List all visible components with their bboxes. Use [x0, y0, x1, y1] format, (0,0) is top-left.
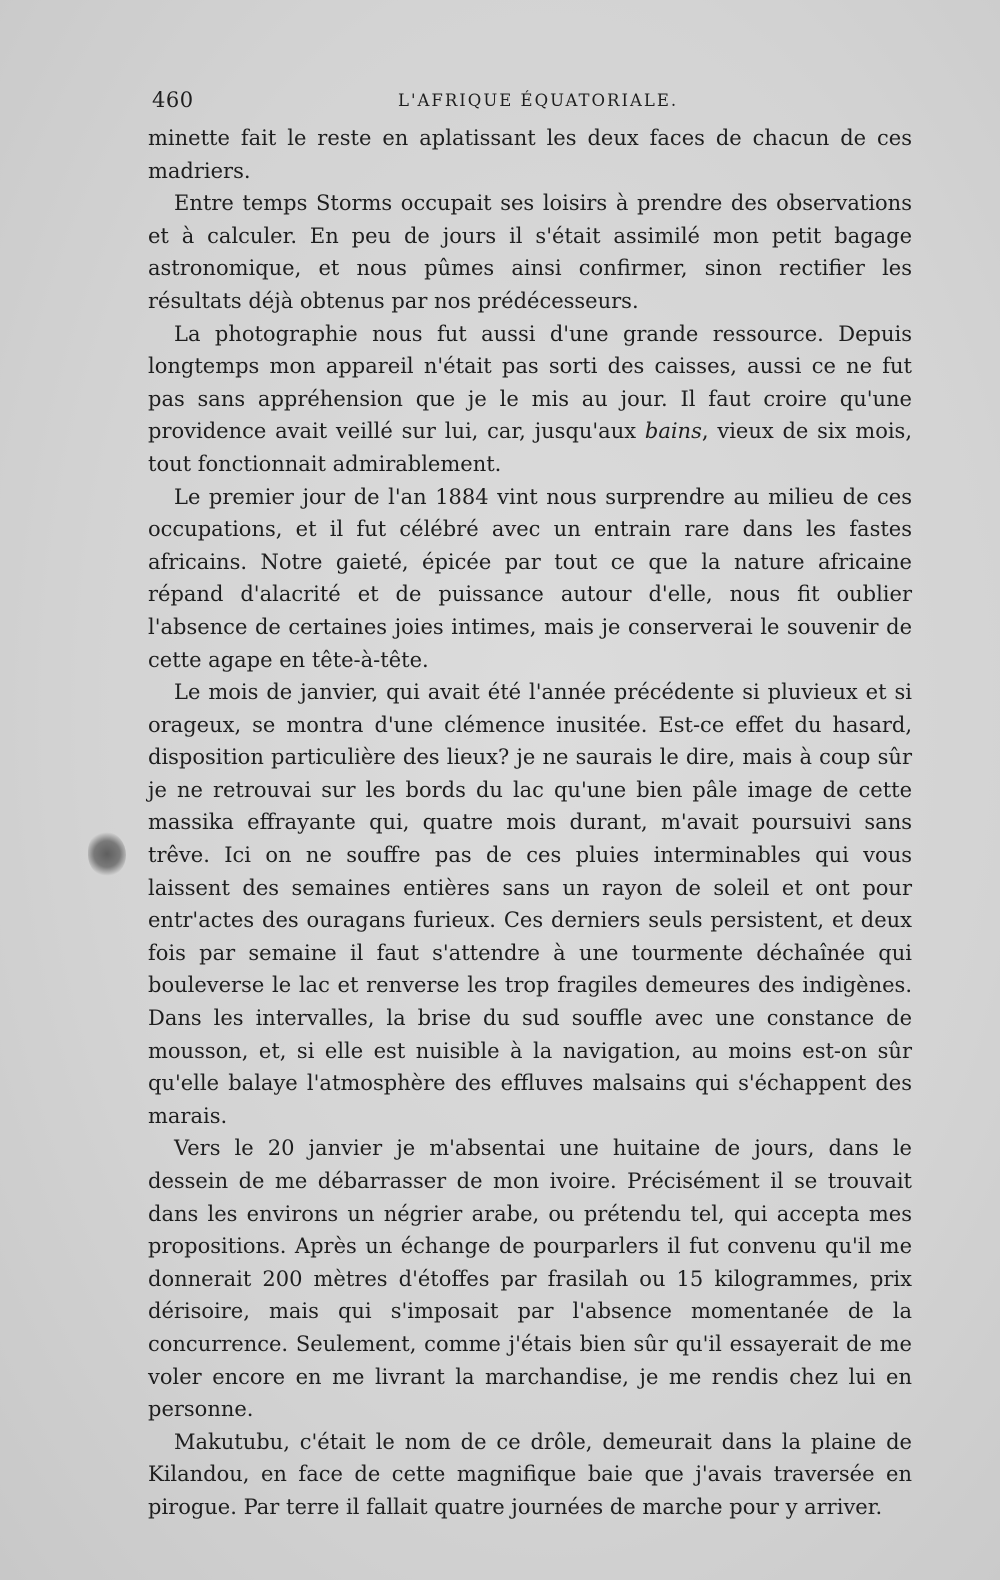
paragraph-photography-text-before: La photographie nous fut aussi d'une grande ressource. Depuis longtemps mon appareil n'était pas sorti des caisses, aussi ce ne fut pas sans appréhension que je le mis au jour. Il faut croire qu'une providence avait veillé sur lui, car, jusqu'aux — [148, 321, 912, 444]
paragraph-makutubu: Makutubu, c'était le nom de ce drôle, demeurait dans la plaine de Kilandou, en face de cette magnifique baie que j'avais traversée en pirogue. Par terre il fallait quatre journées de marche pour y arriver. — [148, 1429, 912, 1519]
paragraph-january-weather: Le mois de janvier, qui avait été l'année précédente si pluvieux et si orageux, se montra d'une clémence inusitée. Est-ce effet du hasard, disposition particulière des lieux? je ne saurais le dire, mais à coup sûr je ne retrouvai sur les bords du lac qu'une bien pâle image de cette massika effrayante qui, quatre mois durant, m'avait poursuivi sans trêve. Ici on ne souffre pas de ces pluies interminables qui vous laissent des semaines entières sans un rayon de soleil et ont pour entr'actes des ouragans furieux. Ces derniers seuls persistent, et deux fois par semaine il faut s'attendre à une tourmente déchaînée qui bouleverse le lac et renverse les trop fragiles demeures des indigènes. Dans les intervalles, la brise du sud souffle avec une constance de mousson, et, si elle est nuisible à la navigation, au moins est-on sûr qu'elle balaye l'atmosphère des effluves malsains qui s'échappent des marais. — [148, 680, 912, 1128]
paragraph-storms-observations: Entre temps Storms occupait ses loisirs à prendre des observations et à calculer. En peu de jours il s'était assimilé mon petit bagage astronomique, et nous pûmes ainsi confirmer, sinon rectifier les résultats déjà obtenus par nos prédécesseurs. — [148, 191, 912, 313]
paragraph-photography-text-after: , vieux de six mois, tout fonctionnait admirablement. — [148, 419, 913, 476]
body-text — [148, 122, 912, 1524]
running-title: L'AFRIQUE ÉQUATORIALE. — [398, 91, 679, 110]
paragraph-continuation: minette fait le reste en aplatissant les deux faces de chacun de ces madriers. — [148, 126, 912, 183]
italic-word-bains: bains — [644, 419, 702, 444]
page-number: 460 — [152, 88, 194, 112]
paragraph-ivory-trade: Vers le 20 janvier je m'absentai une huitaine de jours, dans le dessein de me débarrasser de mon ivoire. Précisément il se trouvait dans les environs un négrier arabe, ou prétendu tel, qui accepta mes propositions. Après un échange de pourparlers il fut convenu qu'il me donnerait 200 mètres d'étoffes par frasilah ou 15 kilogrammes, prix dérisoire, mais qui s'imposait par l'absence momentanée de la concurrence. Seulement, comme j'étais bien sûr qu'il essayerait de me voler encore en me livrant la marchandise, je me rendis chez lui en personne. — [148, 1136, 912, 1422]
paragraph-photography — [148, 318, 912, 481]
paragraph-new-year-1884: Le premier jour de l'an 1884 vint nous surprendre au milieu de ces occupations, et il fut célébré avec un entrain rare dans les fastes africains. Notre gaieté, épicée par tout ce que la nature africaine répand d'alacrité et de puissance autour d'elle, nous fit oublier l'absence de certaines joies intimes, mais je conserverai le souvenir de cette agape en tête-à-tête. — [148, 484, 912, 672]
ink-smudge — [88, 832, 126, 876]
